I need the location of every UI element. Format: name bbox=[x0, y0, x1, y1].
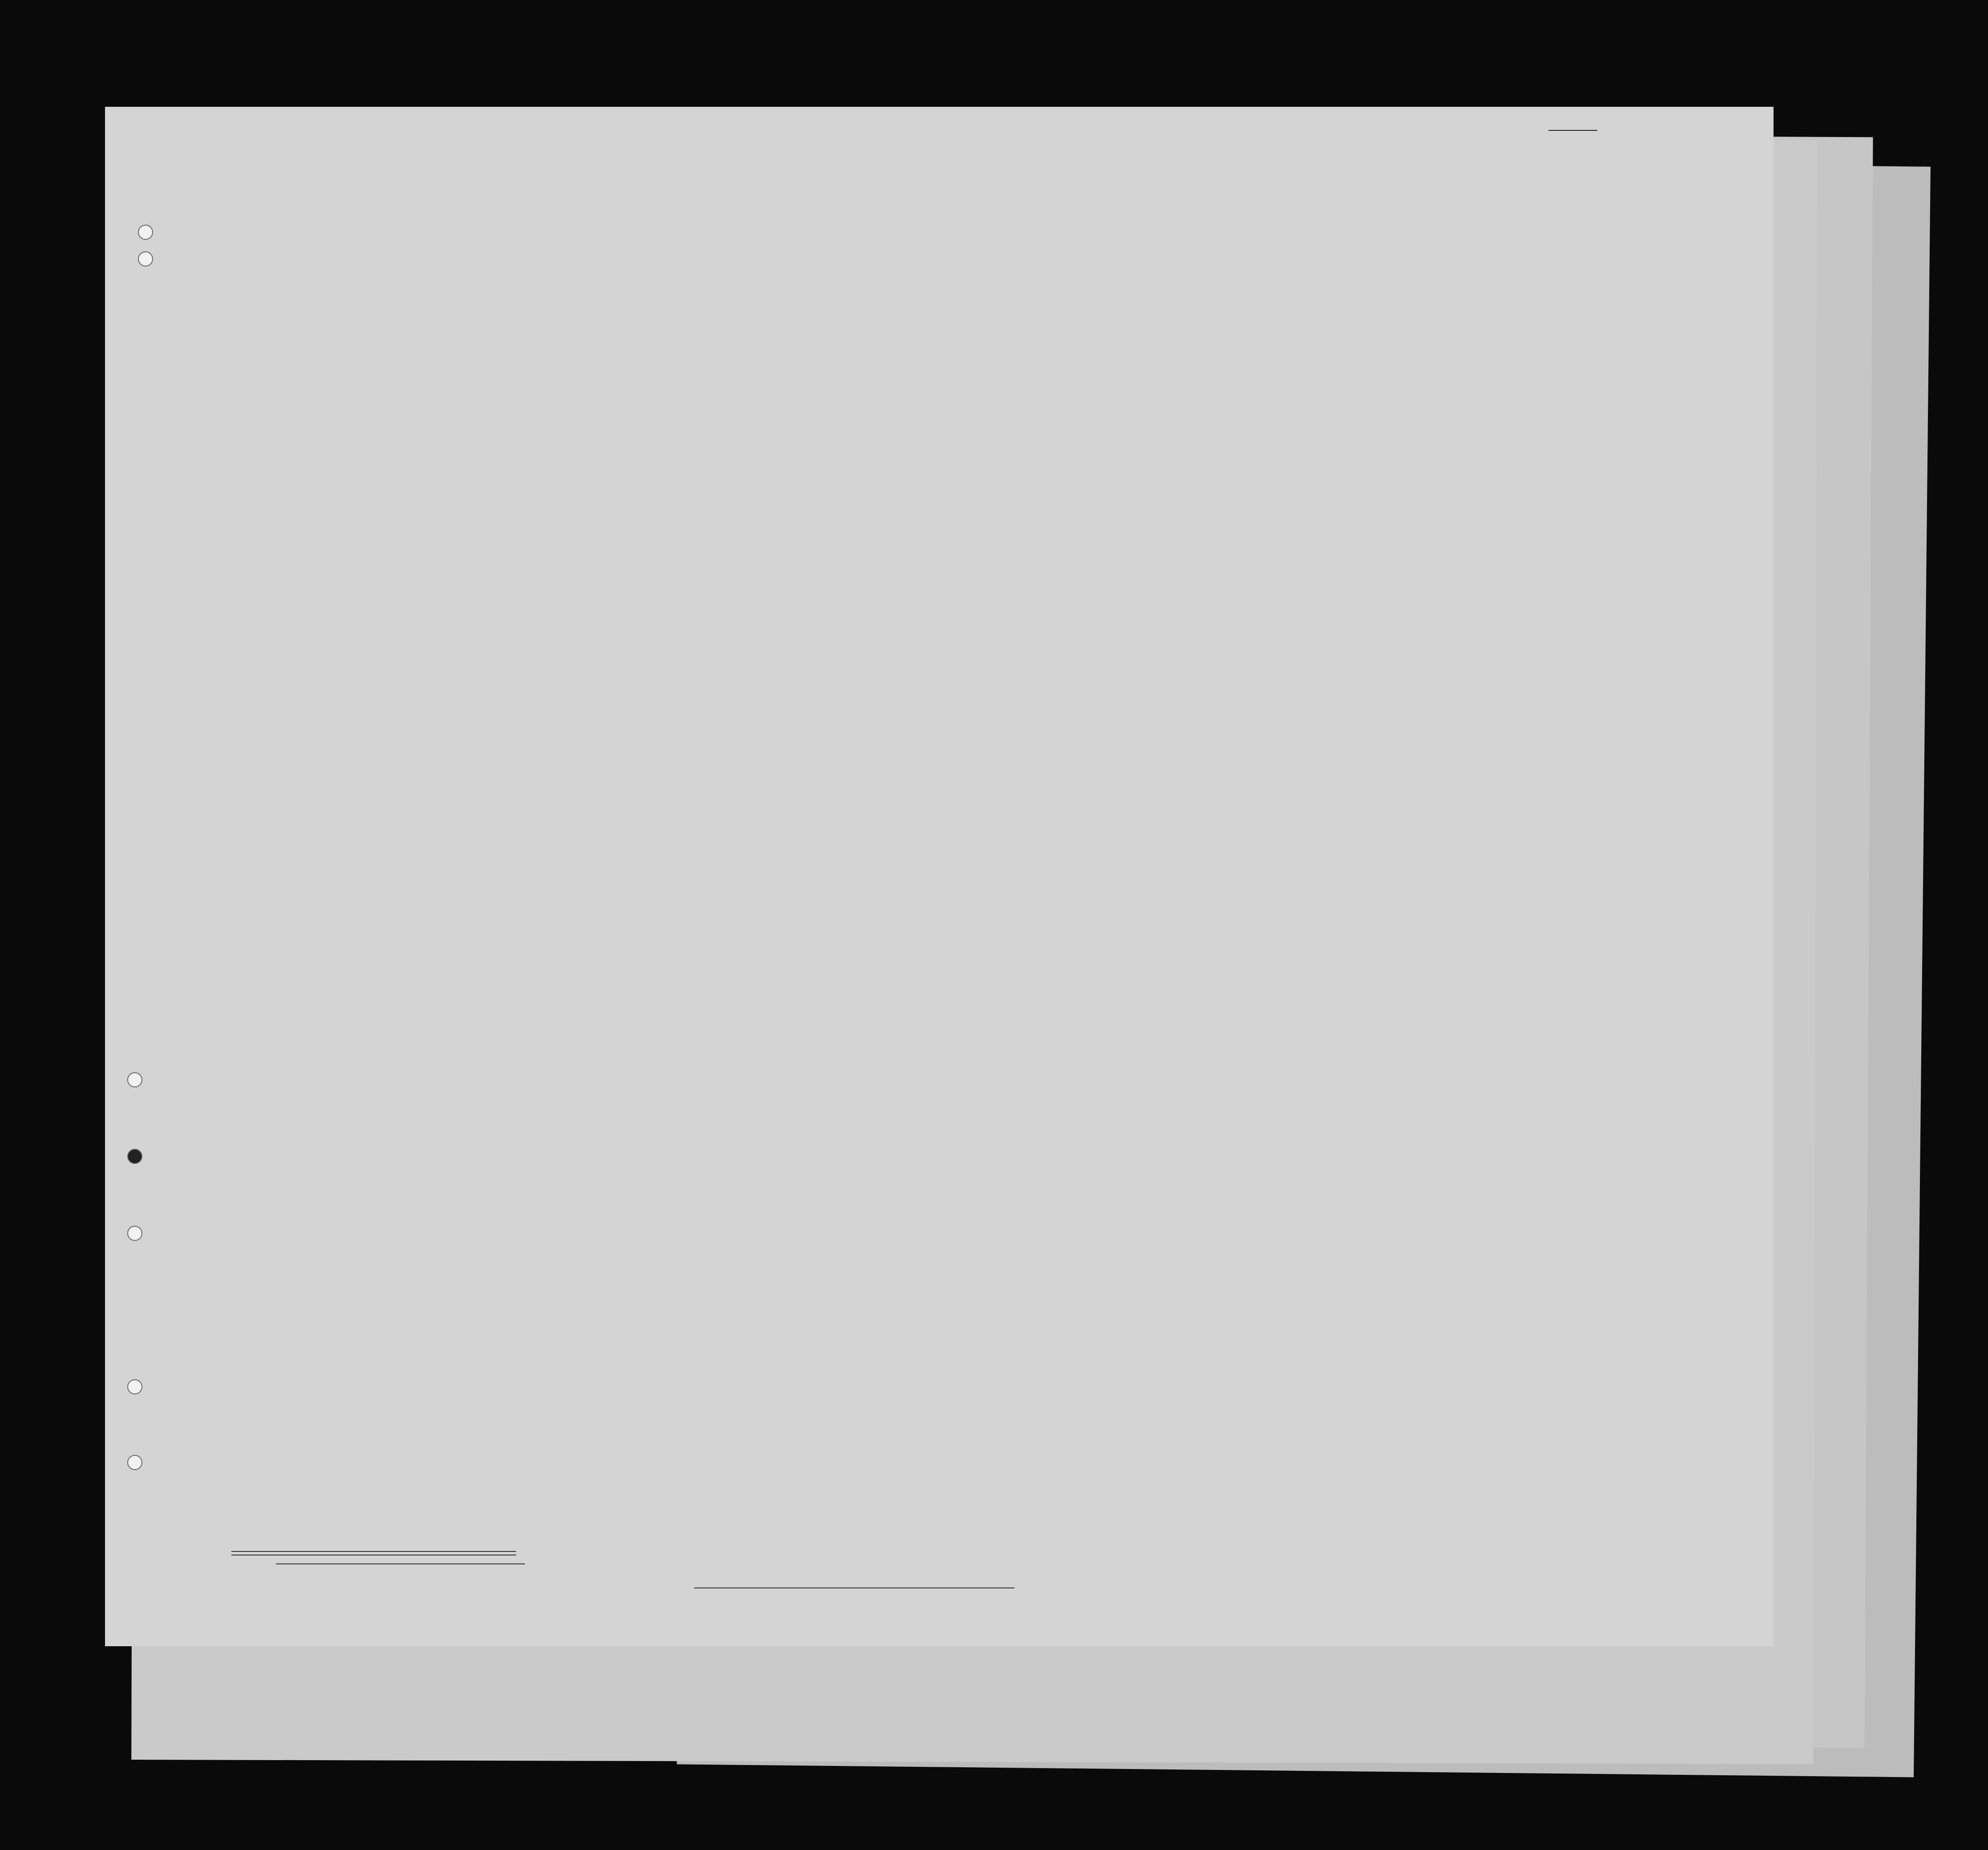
local-agents-value bbox=[276, 1563, 525, 1564]
line-value bbox=[231, 1539, 516, 1552]
signature-line bbox=[694, 1587, 1014, 1588]
